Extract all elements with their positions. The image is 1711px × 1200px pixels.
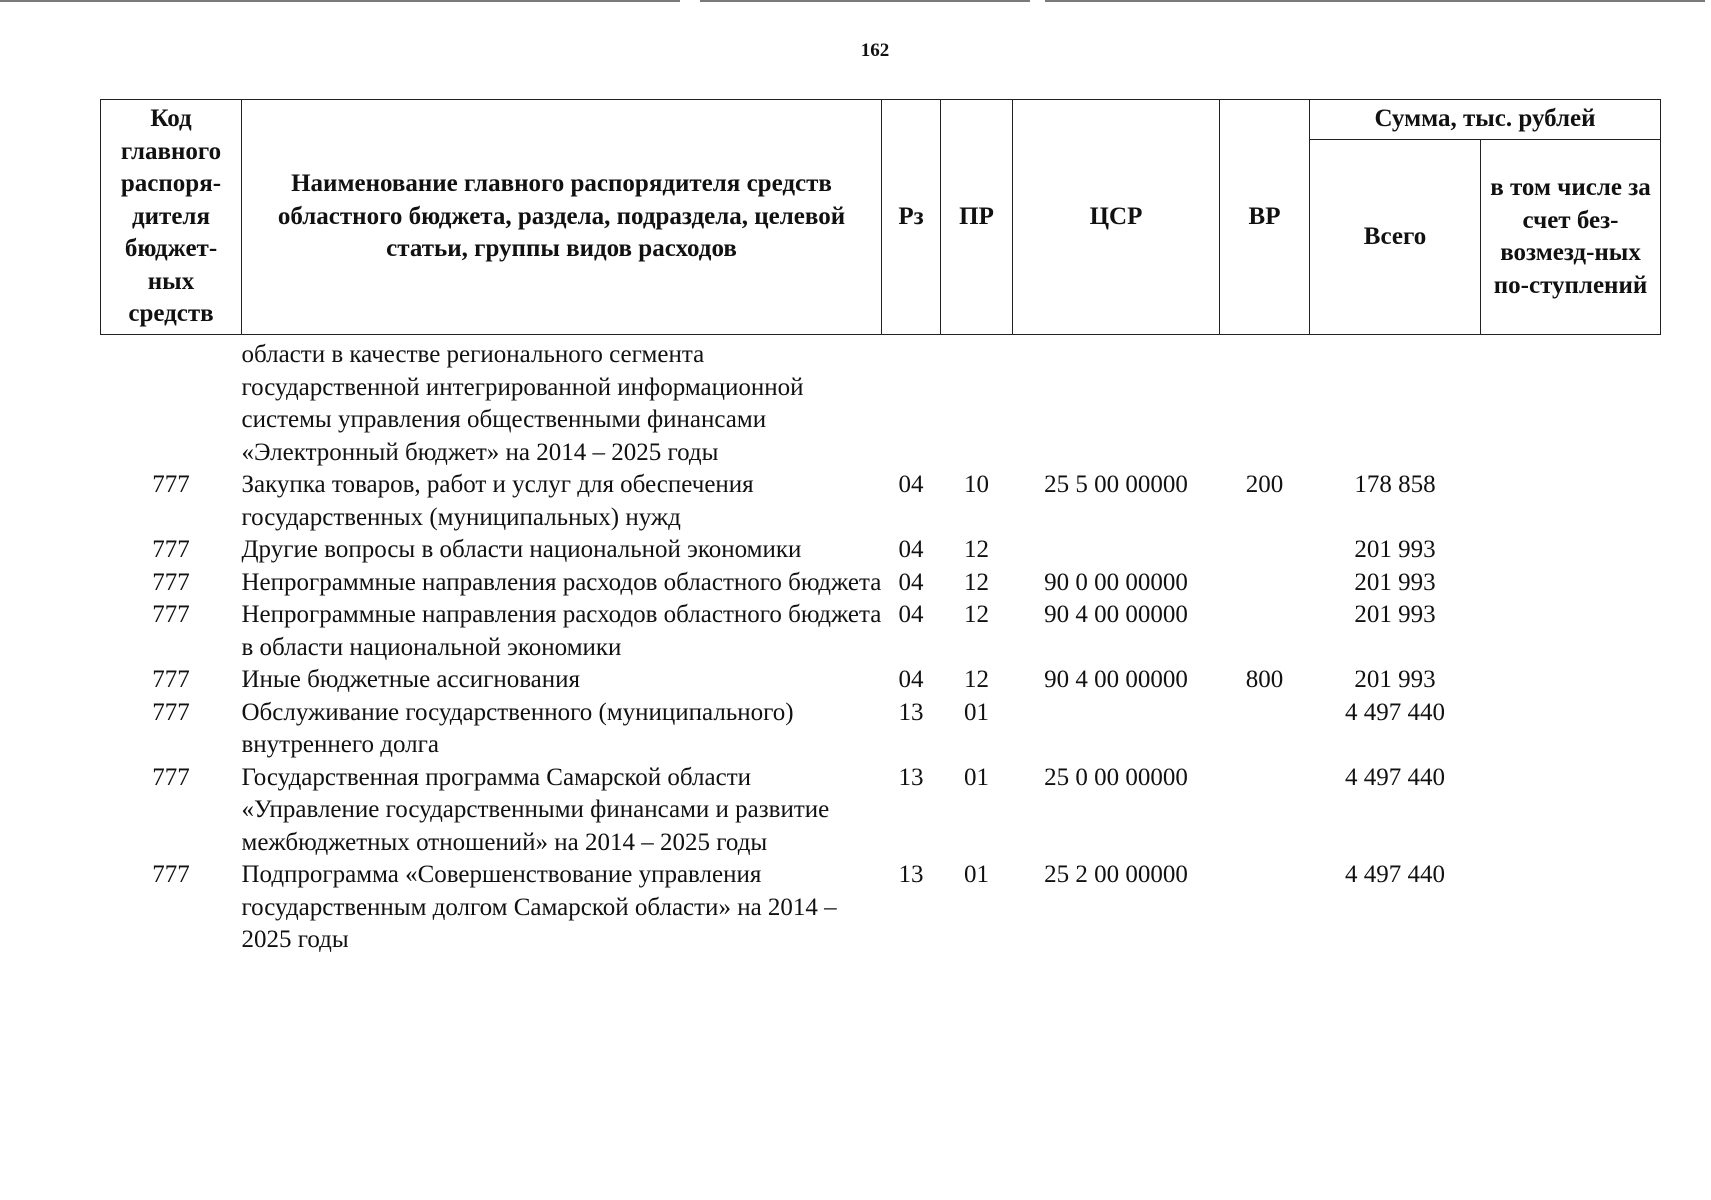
cell-csr: 90 4 00 00000 — [1044, 601, 1188, 628]
cell-name: Закупка товаров, работ и услуг для обеспечения государственных (муниципальных) нужд — [241, 471, 754, 531]
cell-vr — [1220, 335, 1310, 470]
cell-csr: 25 2 00 00000 — [1044, 861, 1188, 888]
cell-pr: 12 — [964, 666, 989, 693]
table-header — [101, 100, 1661, 335]
cell-free — [1481, 469, 1661, 534]
cell-csr: 25 0 00 00000 — [1044, 763, 1188, 791]
cell-csr — [1013, 697, 1220, 762]
table-row — [101, 335, 1661, 470]
cell-pr: 01 — [964, 861, 989, 888]
cell-total: 4 497 440 — [1345, 698, 1445, 726]
header-sum: Сумма, тыс. рублей — [1310, 100, 1661, 140]
cell-csr — [1013, 534, 1220, 567]
cell-vr — [1220, 534, 1310, 567]
cell-vr — [1220, 599, 1310, 664]
cell-code: 777 — [152, 698, 190, 726]
table-row — [101, 599, 1661, 664]
cell-rz: 13 — [898, 861, 924, 888]
cell-total: 201 993 — [1354, 666, 1436, 693]
header-free: в том числе за счет без-возмезд-ных по-ступлений — [1481, 140, 1661, 335]
cell-code: 777 — [152, 666, 190, 693]
header-vr: ВР — [1220, 100, 1310, 335]
table-row — [101, 664, 1661, 697]
cell-code: 777 — [152, 568, 190, 596]
cell-free — [1481, 859, 1661, 957]
table-row — [101, 567, 1661, 600]
cell-csr: 25 5 00 00000 — [1044, 471, 1188, 498]
scan-edge-line — [0, 0, 680, 2]
cell-vr: 200 — [1245, 471, 1284, 498]
scan-edge-line — [1045, 0, 1705, 2]
cell-csr: 90 4 00 00000 — [1044, 666, 1188, 693]
table-row — [101, 469, 1661, 534]
cell-vr — [1220, 697, 1310, 762]
cell-csr — [1013, 335, 1220, 470]
table-body — [101, 335, 1661, 957]
header-code: Код главного распоря-дителя бюджет-ных средств — [101, 100, 242, 335]
cell-total — [1310, 335, 1481, 470]
cell-csr: 90 0 00 00000 — [1044, 568, 1188, 596]
cell-vr — [1220, 762, 1310, 860]
cell-pr: 10 — [964, 471, 989, 498]
cell-name: области в качестве регионального сегмента государственной интегрированной информационной системы управления общественными финансами «Электронный бюджет» на 2014 – 2025 годы — [241, 341, 804, 466]
cell-rz: 13 — [898, 763, 924, 791]
cell-free — [1481, 664, 1661, 697]
cell-total: 4 497 440 — [1345, 861, 1445, 888]
cell-pr: 01 — [964, 698, 989, 726]
header-pr: ПР — [941, 100, 1013, 335]
cell-rz: 04 — [898, 601, 924, 628]
cell-rz: 04 — [898, 568, 924, 596]
cell-free — [1481, 335, 1661, 470]
cell-rz: 04 — [898, 666, 924, 693]
header-name: Наименование главного распорядителя средств областного бюджета, раздела, подраздела, целевой статьи, группы видов расходов — [242, 100, 882, 335]
cell-code — [101, 335, 242, 470]
cell-name: Государственная программа Самарской области «Управление государственными финансами и развитие межбюджетных отношений» на 2014 – 2025 годы — [241, 763, 830, 856]
cell-name: Непрограммные направления расходов областного бюджета — [241, 568, 882, 596]
header-rz: Рз — [882, 100, 941, 335]
cell-pr — [941, 335, 1013, 470]
cell-pr: 01 — [964, 763, 989, 791]
cell-free — [1481, 762, 1661, 860]
table-row — [101, 534, 1661, 567]
cell-name: Подпрограмма «Совершенствование управления государственным долгом Самарской области» на 2014 – 2025 годы — [241, 861, 837, 953]
cell-pr: 12 — [964, 601, 989, 628]
cell-rz: 13 — [898, 698, 924, 726]
cell-total: 4 497 440 — [1345, 763, 1445, 791]
cell-pr: 12 — [964, 568, 989, 596]
cell-code: 777 — [152, 763, 190, 791]
cell-total: 201 993 — [1354, 568, 1436, 596]
cell-vr: 800 — [1245, 666, 1284, 693]
cell-name: Непрограммные направления расходов областного бюджета в области национальной экономики — [241, 601, 882, 661]
cell-free — [1481, 697, 1661, 762]
cell-total: 201 993 — [1354, 601, 1436, 628]
cell-rz: 04 — [898, 471, 924, 498]
cell-code: 777 — [152, 601, 190, 628]
cell-code: 777 — [152, 471, 190, 498]
cell-rz: 04 — [898, 536, 924, 563]
table-row — [101, 697, 1661, 762]
header-csr: ЦСР — [1013, 100, 1220, 335]
table-row — [101, 859, 1661, 957]
cell-name: Иные бюджетные ассигнования — [241, 666, 581, 693]
cell-free — [1481, 534, 1661, 567]
header-total: Всего — [1310, 140, 1481, 335]
cell-vr — [1220, 567, 1310, 600]
cell-free — [1481, 567, 1661, 600]
cell-total: 178 858 — [1354, 471, 1436, 498]
cell-vr — [1220, 859, 1310, 957]
cell-pr: 12 — [964, 536, 989, 563]
cell-total: 201 993 — [1354, 536, 1436, 563]
cell-code: 777 — [152, 536, 190, 563]
scan-edge-line — [700, 0, 1030, 2]
cell-rz — [882, 335, 941, 470]
cell-free — [1481, 599, 1661, 664]
budget-table — [100, 99, 1661, 957]
cell-name: Обслуживание государственного (муниципального) внутреннего долга — [241, 698, 794, 758]
cell-name: Другие вопросы в области национальной экономики — [241, 536, 802, 563]
cell-code: 777 — [152, 861, 190, 888]
table-row — [101, 762, 1661, 860]
page-number: 162 — [860, 40, 890, 61]
